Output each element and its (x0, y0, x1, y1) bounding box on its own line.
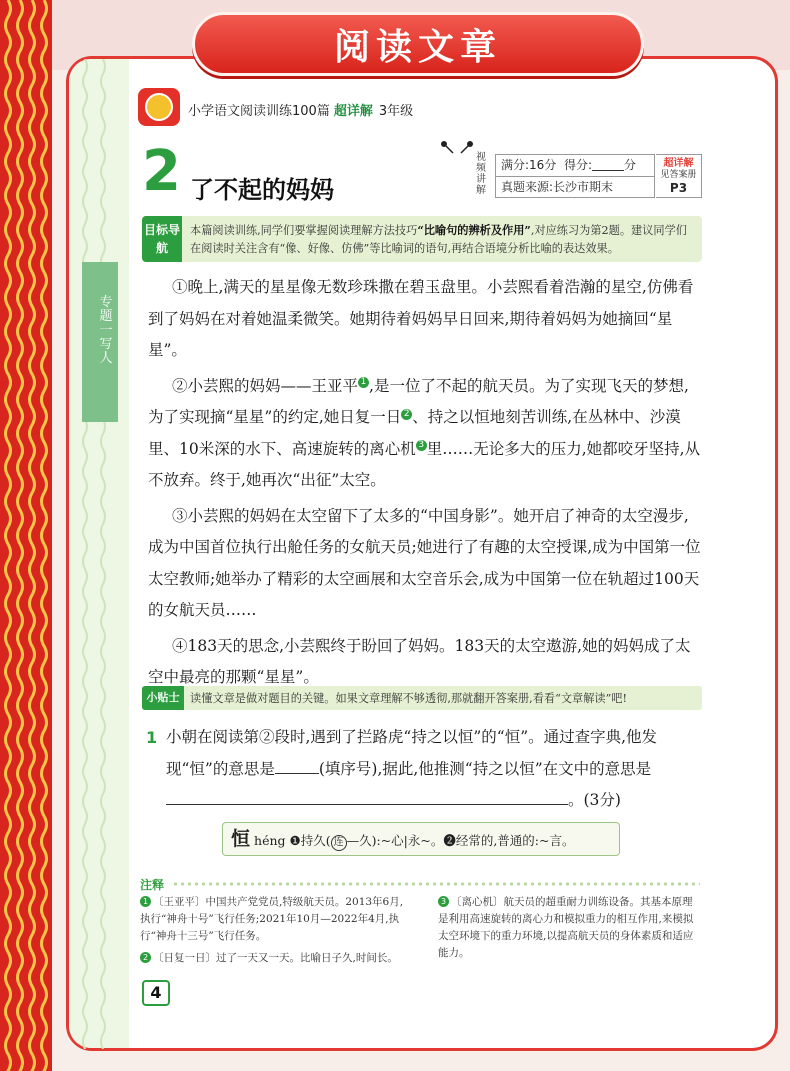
tip-box (142, 686, 702, 710)
video-antenna-icon (440, 140, 474, 156)
article-body (148, 272, 704, 698)
book-highlight: 超详解 (333, 104, 373, 119)
goal-text: 本篇阅读训练,同学们要掌握阅读理解方法技巧“比喻句的辨析及作用”,对应练习为第2题。建议同学们在阅读时关注含有“像、好像、仿佛”等比喻词的语句,再结合语境分析比喻的表达效果。 (190, 223, 687, 255)
book-header (188, 100, 413, 119)
paragraph-3: ③小芸熙的妈妈在太空留下了太多的“中国身影”。她开启了神奇的太空漫步,成为中国首位执行出舱任务的女航天员;她进行了有趣的太空授课,成为中国第一位太空教师;她举办了精彩的太空画展和太空音乐会,成为中国第一位在轨超过100天的女航天员…… (148, 506, 701, 619)
note-2: 2 〔日复一日〕过了一天又一天。比喻日子久,时间长。 (140, 950, 430, 967)
dict-char: 恒 (231, 828, 251, 850)
video-explain-button[interactable]: 视频讲解 (476, 152, 486, 196)
note-3: 3 〔离心机〕航天员的超重耐力训练设备。其基本原理是利用高速旋转的离心力和模拟重力的相互作用,来模拟太空环境下的重力环境,以提高航天员的身体素质和适应能力。 (438, 896, 694, 959)
lesson-number: 2 (142, 139, 181, 204)
lesson-title: 了不起的妈妈 (190, 176, 334, 204)
dictionary-entry: 恒héng ❶持久( 连 —久):~心|永~。❷经常的,普通的:~言。 (222, 822, 620, 856)
book-name: 小学语文阅读训练100篇 (188, 104, 330, 119)
score-unit: 分 (624, 158, 637, 172)
note-mark-3[interactable]: 3 (416, 440, 427, 451)
question-number: 1 (146, 728, 158, 747)
dict-link-mark: 连 (331, 835, 347, 851)
card-left-margin (69, 59, 129, 1048)
decorative-side-strip (0, 0, 52, 1071)
answer-blank-2[interactable] (166, 787, 568, 805)
goal-tag: 目标导航 (142, 216, 182, 262)
answer-blank-1[interactable] (275, 756, 319, 774)
notes-title: 注释 (140, 878, 165, 892)
paragraph-4: ④183天的思念,小芸熙终于盼回了妈妈。183天的太空遨游,她的妈妈成了太空中最亮的那颗“星星”。 (148, 636, 691, 686)
tip-text: 读懂文章是做对题目的关键。如果文章理解不够透彻,那就翻开答案册,看看“文章解读”吧! (190, 692, 627, 705)
topic-side-label: 专题一 写人 (99, 295, 113, 366)
paragraph-1: ①晚上,满天的星星像无数珍珠撒在碧玉盘里。小芸熙看着浩瀚的星空,仿佛看到了妈妈在对着她温柔微笑。她期待着妈妈早日回来,期待着妈妈为她摘回“星星”。 (148, 278, 694, 359)
page-number: 4 (142, 980, 170, 1006)
book-grade: 3年级 (378, 104, 414, 119)
notes-divider (172, 881, 700, 887)
goal-navigation (142, 216, 702, 262)
book-logo-icon (138, 88, 180, 126)
answer-ref-page: P3 (669, 181, 688, 195)
section-banner (192, 12, 644, 76)
score-label: 得分: (563, 158, 593, 172)
note-mark-2[interactable]: 2 (401, 409, 412, 420)
answer-ref-line1: 超详解 (663, 158, 694, 169)
banner-title: 阅读文章 (333, 26, 502, 68)
full-score: 满分:16分 (501, 158, 557, 172)
exam-source: 真题来源:长沙市期末 (501, 180, 614, 194)
question-1: 小朝在阅读第②段时,遇到了拦路虎“持之以恒”的“恒”。通过查字典,他发现“恒”的意思是 (填序号),据此,他推测“持之以恒”在文中的意思是。(3分) (166, 728, 658, 809)
score-box (495, 154, 655, 198)
answer-ref-line2: 见答案册 (660, 170, 697, 180)
tip-tag: 小贴士 (142, 686, 184, 710)
paragraph-2: ②小芸熙的妈妈——王亚平 1 ,是一位了不起的航天员。为了实现飞天的梦想,为了实现摘“星星”的约定,她日复一日 2 、持之以恒地刻苦训练,在丛林中、沙漠里、10米深的水下、高速旋转的离心机 3 里……无论多大的压力,她都咬牙坚持,从不放弃。终于,她再次“出征”太空。 (148, 376, 701, 489)
score-blank[interactable] (592, 158, 624, 171)
note-1: 1 〔王亚平〕中国共产党党员,特级航天员。2013年6月,执行“神舟十号”飞行任务;2021年10月—2022年4月,执行“神舟十三号”飞行任务。 (140, 896, 404, 942)
note-mark-1[interactable]: 1 (358, 377, 369, 388)
answer-reference (656, 154, 702, 198)
